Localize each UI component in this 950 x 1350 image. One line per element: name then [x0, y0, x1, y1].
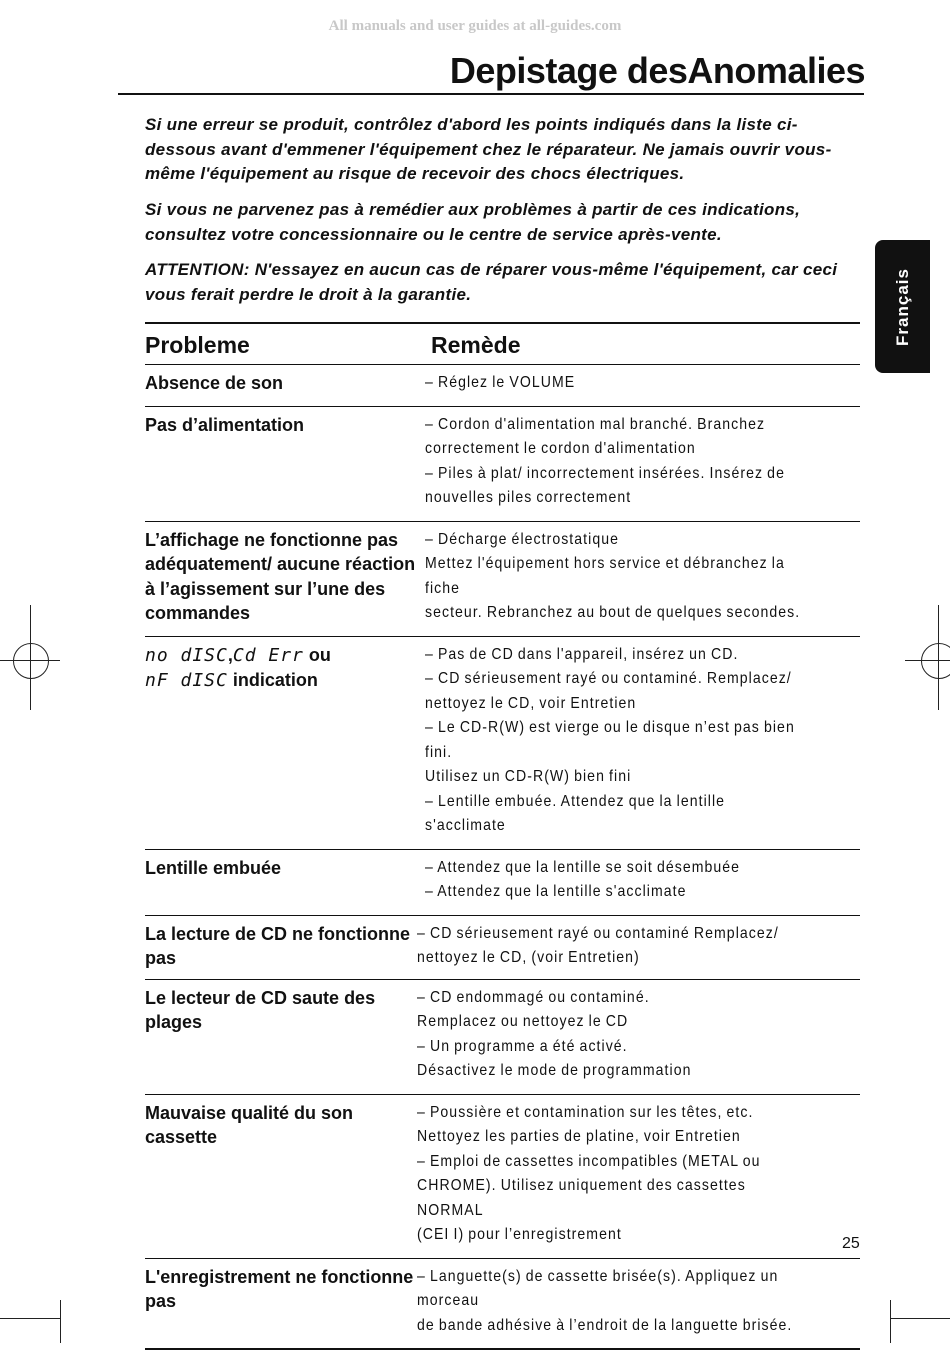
table-row	[145, 916, 860, 980]
remedy-line: – CD sérieusement rayé ou contaminé. Remplacez/	[425, 667, 808, 692]
problem-cell: Mauvaise qualité du son cassette	[145, 1101, 425, 1248]
separator: ,	[228, 645, 233, 665]
remedy-line: de bande adhésive à l’endroit de la languette brisée.	[417, 1314, 807, 1339]
problem-cell	[145, 643, 425, 839]
remedy-line: – Lentille embuée. Attendez que la lentille s'acclimate	[425, 790, 808, 839]
watermark: All manuals and user guides at all-guides.com	[0, 18, 950, 35]
intro-paragraph-1: Si une erreur se produit, contrôlez d'abord les points indiqués dans la liste ci-dessous avant d'emmener l'équipement chez le réparateur. Ne jamais ouvrir vous-même l'équipement au risque de recevoir des chocs électriques.	[145, 113, 857, 187]
table-header	[145, 324, 860, 365]
remedy-line: secteur. Rebranchez au bout de quelques secondes.	[425, 601, 808, 626]
remedy-cell	[425, 371, 808, 396]
remedy-line: – Pas de CD dans l'appareil, insérez un CD.	[425, 643, 808, 668]
table-body	[145, 365, 860, 1350]
lcd-text-cd-err: Cd Err	[233, 645, 304, 666]
table-row	[145, 522, 860, 637]
remedy-line: – Languette(s) de cassette brisée(s). Appliquez un morceau	[417, 1265, 807, 1314]
intro-paragraph-2: Si vous ne parvenez pas à remédier aux problèmes à partir de ces indications, consultez votre concessionnaire ou le centre de service après-vente.	[145, 198, 857, 247]
remedy-cell	[425, 528, 808, 626]
table-row	[145, 850, 860, 916]
remedy-cell	[425, 413, 808, 511]
crop-mark-bottom-right	[890, 1318, 950, 1319]
problem-cell: L’affichage ne fonctionne pas adéquatement/ aucune réaction à l’agissement sur l’une des commandes	[145, 528, 425, 626]
conjunction: ou	[304, 645, 331, 665]
problem-cell: Lentille embuée	[145, 856, 425, 905]
remedy-line: – Piles à plat/ incorrectement insérées. Insérez de	[425, 462, 808, 487]
problem-cell: Pas d’alimentation	[145, 413, 425, 511]
remedy-line: – Cordon d'alimentation mal branché. Branchez	[425, 413, 808, 438]
page-number: 25	[842, 1235, 860, 1253]
title-rule	[118, 93, 864, 95]
lcd-text-nf-disc: nF dISC	[145, 670, 228, 691]
remedy-cell	[425, 643, 808, 839]
table-row	[145, 980, 860, 1095]
problem-cell: Le lecteur de CD saute des plages	[145, 986, 425, 1084]
table-row	[145, 407, 860, 522]
language-tab	[875, 240, 930, 373]
remedy-line: Nettoyez les parties de platine, voir Entretien	[417, 1125, 807, 1150]
remedy-line: – CD endommagé ou contaminé.	[417, 986, 807, 1011]
problem-cell: Absence de son	[145, 371, 425, 396]
problem-cell: La lecture de CD ne fonctionne pas	[145, 922, 425, 971]
remedy-line: Remplacez ou nettoyez le CD	[417, 1010, 807, 1035]
remedy-cell	[417, 922, 807, 971]
problem-suffix: indication	[228, 670, 318, 690]
header-problem: Probleme	[145, 324, 431, 364]
remedy-line: nettoyez le CD, voir Entretien	[425, 692, 808, 717]
remedy-cell	[417, 1265, 807, 1339]
warning-paragraph: ATTENTION: N'essayez en aucun cas de réparer vous-même l'équipement, car ceci vous ferait perdre le droit à la garantie.	[145, 258, 857, 307]
remedy-cell	[425, 856, 808, 905]
table-row	[145, 637, 860, 850]
remedy-line: correctement le cordon d'alimentation	[425, 437, 808, 462]
remedy-line: Désactivez le mode de programmation	[417, 1059, 807, 1084]
remedy-line: nettoyez le CD, (voir Entretien)	[417, 946, 807, 971]
table-row	[145, 1259, 860, 1350]
remedy-cell	[417, 986, 807, 1084]
remedy-line: – Attendez que la lentille se soit désembuée	[425, 856, 808, 881]
remedy-line: Mettez l'équipement hors service et débranchez la fiche	[425, 552, 808, 601]
registration-mark-right-icon	[921, 643, 950, 679]
remedy-line: – Un programme a été activé.	[417, 1035, 807, 1060]
crop-mark-bottom-left	[0, 1318, 60, 1319]
remedy-cell	[417, 1101, 807, 1248]
remedy-line: Utilisez un CD-R(W) bien fini	[425, 765, 808, 790]
table-row	[145, 365, 860, 407]
crop-mark-bottom-right-vertical	[890, 1300, 891, 1343]
remedy-line: (CEI I) pour l’enregistrement	[417, 1223, 807, 1248]
header-remedy: Remède	[431, 324, 520, 364]
remedy-line: – Attendez que la lentille s'acclimate	[425, 880, 808, 905]
remedy-line: nouvelles piles correctement	[425, 486, 808, 511]
problem-cell: L'enregistrement ne fonctionne pas	[145, 1265, 425, 1339]
troubleshooting-table	[145, 322, 860, 1350]
remedy-line: – Décharge électrostatique	[425, 528, 808, 553]
language-tab-label: Français	[893, 268, 913, 346]
remedy-line: – Le CD-R(W) est vierge ou le disque n’est pas bien fini.	[425, 716, 808, 765]
remedy-line: – Poussière et contamination sur les têtes, etc.	[417, 1101, 807, 1126]
crop-mark-bottom-left-vertical	[60, 1300, 61, 1343]
remedy-line: – CD sérieusement rayé ou contaminé Remplacez/	[417, 922, 807, 947]
lcd-text-no-disc: no dISC	[145, 645, 228, 666]
remedy-line: – Réglez le VOLUME	[425, 371, 808, 396]
registration-mark-left-icon	[13, 643, 49, 679]
page-title: Depistage desAnomalies	[450, 50, 865, 92]
table-row	[145, 1095, 860, 1259]
remedy-line: CHROME). Utilisez uniquement des cassettes NORMAL	[417, 1174, 807, 1223]
remedy-line: – Emploi de cassettes incompatibles (METAL ou	[417, 1150, 807, 1175]
